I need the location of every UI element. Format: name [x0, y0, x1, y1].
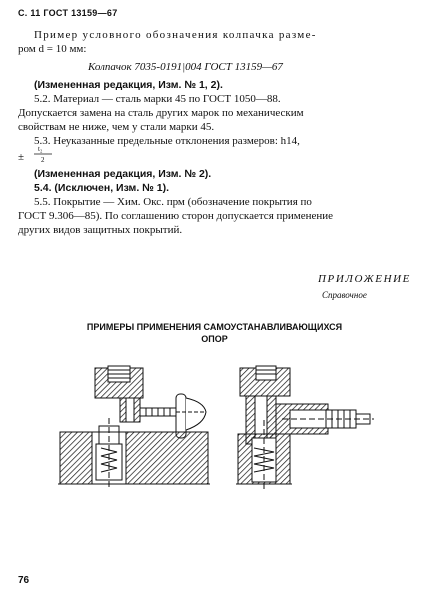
left-assembly-drawing — [58, 366, 210, 488]
figure-title-line-1: ПРИМЕРЫ ПРИМЕНЕНИЯ САМОУСТАНАВЛИВАЮЩИХСЯ — [86, 322, 343, 332]
section-5-5: 5.5. Покрытие — Хим. Окс. прм (обозначение покрытия по — [34, 196, 312, 208]
right-assembly-drawing — [236, 366, 374, 490]
page-header: С. 11 ГОСТ 13159—67 — [18, 8, 118, 18]
plus-minus-sign: ± — [18, 151, 25, 163]
text-line-1: Пример условного обозначения колпачка разме- — [34, 29, 317, 41]
amendment-note-1: (Измененная редакция, Изм. № 1, 2). — [34, 79, 223, 91]
text-line-13: ГОСТ 9.306—85). По соглашению сторон допускается применение — [18, 210, 334, 222]
text-line-14: других видов защитных покрытий. — [18, 224, 183, 236]
figure-title-line-2: ОПОР — [201, 334, 228, 344]
page-number: 76 — [18, 575, 30, 586]
amendment-note-2: (Измененная редакция, Изм. № 2). — [34, 168, 212, 180]
section-5-3: 5.3. Неуказанные предельные отклонения размеров: h14, — [34, 135, 300, 147]
fraction-numerator: t₂ — [38, 145, 43, 153]
section-5-4: 5.4. (Исключен, Изм. № 1). — [34, 182, 170, 194]
text-line-2: ром d = 10 мм: — [18, 43, 87, 55]
appendix-note: Справочное — [322, 290, 367, 300]
section-5-2: 5.2. Материал — сталь марки 45 по ГОСТ 1050—88. — [34, 93, 281, 105]
text-line-6: Допускается замена на сталь других марок по механическим — [18, 107, 304, 119]
appendix-title: ПРИЛОЖЕНИЕ — [318, 273, 411, 285]
designation-example: Колпачок 7035-0191|004 ГОСТ 13159—67 — [88, 61, 283, 73]
text-line-7: свойствам не ниже, чем у стали марки 45. — [18, 121, 215, 133]
fraction-denominator: 2 — [41, 156, 45, 164]
